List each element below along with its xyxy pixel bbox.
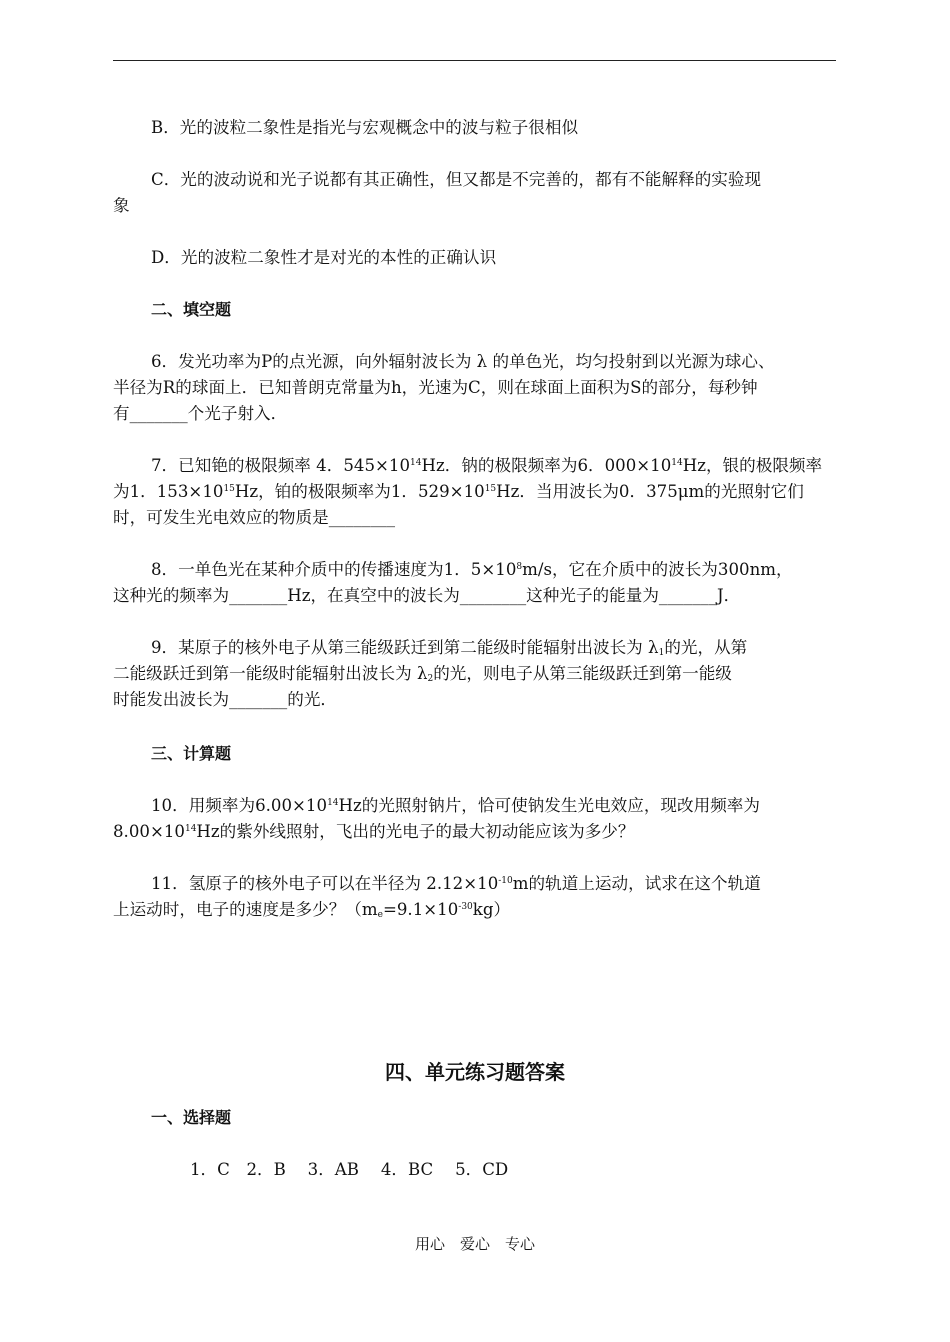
q11-subscript: e xyxy=(377,910,383,920)
q11-exponent: -10 xyxy=(498,876,513,886)
q6-line2: 半径为R的球面上．已知普朗克常量为h，光速为C，则在球面上面积为S的部分，每秒钟 xyxy=(113,378,758,397)
q7-exponent: 14 xyxy=(671,458,683,468)
q10-exponent: 14 xyxy=(327,798,339,808)
option-b: B．光的波粒二象性是指光与宏观概念中的波与粒子很相似 xyxy=(151,118,579,137)
option-c-line1: C．光的波动说和光子说都有其正确性，但又都是不完善的，都有不能解释的实验现 xyxy=(151,170,762,189)
q7-exponent: 14 xyxy=(410,458,422,468)
q11-text: =9.1×10 xyxy=(382,900,459,919)
q7-line1 xyxy=(151,456,822,476)
section-calculation-heading: 三、计算题 xyxy=(151,744,232,763)
q7-line3: 时，可发生光电效应的物质是________ xyxy=(113,508,396,527)
header-rule xyxy=(113,60,836,61)
q6-line1: 6．发光功率为P的点光源，向外辐射波长为 λ 的单色光，均匀投射到以光源为球心、 xyxy=(151,352,775,371)
q7-text: Hz，铂的极限频率为1．529×10 xyxy=(234,482,485,501)
answers-title: 四、单元练习题答案 xyxy=(385,1060,565,1084)
q11-line1 xyxy=(151,874,761,894)
q9-text: 的光，则电子从第三能级跃迁到第一能级 xyxy=(433,664,732,683)
q10-text: 8.00×10 xyxy=(113,822,185,841)
answers-line: 1．C 2．B 3．AB 4．BC 5．CD xyxy=(190,1160,509,1179)
q7-text: Hz．钠的极限频率为6．000×10 xyxy=(421,456,672,475)
q11-line2 xyxy=(113,900,510,920)
q9-subscript: 1 xyxy=(658,648,665,658)
q11-text: 11．氢原子的核外电子可以在半径为 2.12×10 xyxy=(151,874,499,893)
q11-exponent: -30 xyxy=(458,902,473,912)
q9-text: 9．某原子的核外电子从第三能级跃迁到第二能级时能辐射出波长为 λ xyxy=(151,638,659,657)
option-c-line2: 象 xyxy=(113,196,130,215)
q9-text: 二能级跃迁到第一能级时能辐射出波长为 λ xyxy=(113,664,428,683)
q11-text: kg） xyxy=(472,900,511,919)
q7-text: 7．已知铯的极限频率 4．545×10 xyxy=(151,456,411,475)
q7-exponent: 15 xyxy=(484,484,497,494)
q8-line2: 这种光的频率为_______Hz，在真空中的波长为________这种光子的能量为_______J． xyxy=(113,586,741,605)
q11-text: 上运动时，电子的速度是多少？（m xyxy=(113,900,378,919)
q7-text: Hz，银的极限频率 xyxy=(682,456,823,475)
q8-text: m/s，它在介质中的波长为300nm， xyxy=(522,560,793,579)
q8-exponent: 8 xyxy=(516,562,523,572)
q9-line2 xyxy=(113,664,732,684)
q10-exponent: 14 xyxy=(184,824,197,834)
q8-line1 xyxy=(151,560,793,580)
q7-exponent: 15 xyxy=(223,484,235,494)
q9-line3: 时能发出波长为_______的光． xyxy=(113,690,338,709)
q7-text: Hz．当用波长为0．375μm的光照射它们 xyxy=(496,482,804,501)
q8-text: 8．一单色光在某种介质中的传播速度为1．5×10 xyxy=(151,560,517,579)
section-fill-in-heading: 二、填空题 xyxy=(151,300,232,319)
q10-text: Hz的光照射钠片，恰可使钠发生光电效应，现改用频率为 xyxy=(338,796,760,815)
answers-section-heading: 一、选择题 xyxy=(151,1108,232,1127)
q10-text: 10．用频率为6.00×10 xyxy=(151,796,328,815)
q11-text: m的轨道上运动，试求在这个轨道 xyxy=(512,874,761,893)
q10-text: Hz的紫外线照射，飞出的光电子的最大初动能应该为多少？ xyxy=(196,822,635,841)
q10-line2 xyxy=(113,822,634,842)
option-d: D．光的波粒二象性才是对光的本性的正确认识 xyxy=(151,248,497,267)
q9-subscript: 2 xyxy=(427,674,434,684)
page-footer: 用心 爱心 专心 xyxy=(414,1235,535,1253)
q9-text: 的光，从第 xyxy=(664,638,748,657)
q6-line3: 有_______个光子射入． xyxy=(113,404,288,423)
q10-line1 xyxy=(151,796,760,816)
q7-line2 xyxy=(113,482,804,502)
q7-text: 为1．153×10 xyxy=(113,482,224,501)
q9-line1 xyxy=(151,638,747,658)
